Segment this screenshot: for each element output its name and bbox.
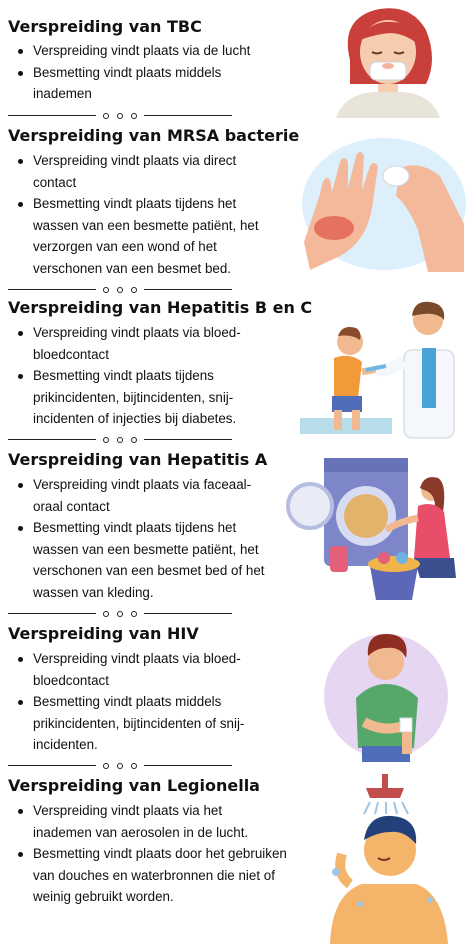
section-hepatitis-a [0, 442, 474, 616]
list-item: Verspreiding vindt plaats via direct contact [16, 150, 253, 193]
section-mrsa [0, 118, 474, 290]
section-title: Verspreiding van Hepatitis B en C [8, 298, 313, 317]
bullet-list [16, 150, 284, 280]
bullet-list [16, 40, 316, 105]
washing-machine-icon [284, 454, 464, 606]
bullet-list [16, 474, 284, 604]
list-item: Verspreiding vindt plaats via bloed-bloedcontact [16, 648, 265, 691]
woman-with-mask-icon [330, 0, 446, 118]
section-hepatitis-bc [0, 290, 474, 442]
section-title: Verspreiding van Hepatitis A [8, 450, 268, 469]
section-title: Verspreiding van TBC [8, 17, 202, 36]
list-item: Besmetting vindt plaats tijdens prikincidenten, bijtincidenten, snij-incidenten of injecties bij diabetes. [16, 365, 284, 430]
list-item: Besmetting vindt plaats tijdens het wassen van een besmette patiënt, het verschonen van een besmet bed of het wassen van kleding. [16, 517, 284, 603]
doctor-injection-icon [296, 290, 462, 440]
list-item: Verspreiding vindt plaats via faceaal-oraal contact [16, 474, 269, 517]
section-title: Verspreiding van Legionella [8, 776, 260, 795]
bullet-list [16, 800, 300, 908]
bandaged-man-icon [320, 626, 452, 766]
shower-man-icon [320, 774, 460, 944]
section-title: Verspreiding van HIV [8, 624, 199, 643]
bullet-list [16, 648, 284, 756]
hands-wound-icon [300, 132, 468, 274]
section-tbc [0, 0, 474, 118]
section-title: Verspreiding van MRSA bacterie [8, 126, 300, 145]
list-item: Verspreiding vindt plaats via het inademen van aerosolen in de lucht. [16, 800, 265, 843]
list-item: Besmetting vindt plaats door het gebruiken van douches en waterbronnen die niet of weinig gebruikt worden. [16, 843, 300, 908]
list-item: Besmetting vindt plaats middels inademen [16, 62, 255, 105]
list-item: Verspreiding vindt plaats via bloed-bloedcontact [16, 322, 265, 365]
section-hiv [0, 616, 474, 768]
section-legionella [0, 768, 474, 948]
list-item: Verspreiding vindt plaats via de lucht [16, 40, 316, 62]
bullet-list [16, 322, 284, 430]
list-item: Besmetting vindt plaats tijdens het wassen van een besmette patiënt, het verzorgen van een wond of het verschonen van een besmet bed. [16, 193, 284, 279]
list-item: Besmetting vindt plaats middels prikincidenten, bijtincidenten of snij-incidenten. [16, 691, 284, 756]
